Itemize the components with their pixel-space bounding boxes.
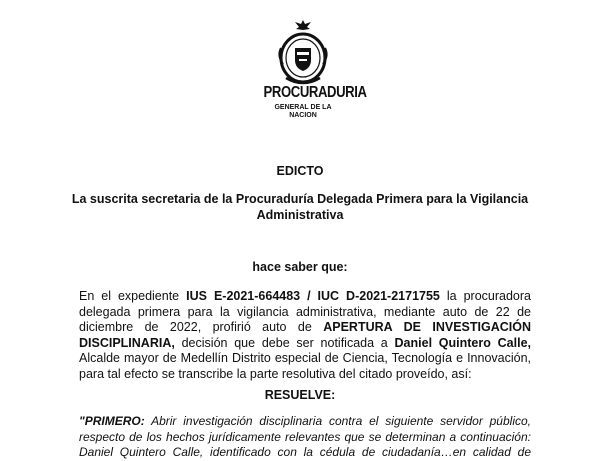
- paragraph-line-6: para tal efecto se transcribe la parte resolutiva del citado proveído, así:: [79, 366, 472, 381]
- decision-type-cont: DISCIPLINARIA,: [79, 335, 175, 350]
- body-paragraph: [79, 289, 531, 382]
- document-subtitle: [60, 191, 540, 223]
- subtitle-line-2: Administrativa: [256, 208, 344, 222]
- text: En el expediente: [79, 289, 180, 303]
- paragraph-line-3: [79, 320, 531, 336]
- resuelve-heading: RESUELVE:: [264, 388, 336, 402]
- hace-saber-heading: hace saber que:: [252, 260, 348, 274]
- document-title: EDICTO: [276, 164, 324, 178]
- subtitle-line-1: La suscrita secretaria de la Procuraduría Delegada Primera para la Vigilancia: [71, 192, 529, 206]
- organization-subtitle: GENERAL DE LA NACION: [274, 104, 332, 119]
- text: Abrir investigación disciplinaria contra el siguiente servidor público,: [151, 414, 531, 428]
- paragraph-line-2: delegada primera para la vigilancia administrativa, mediante auto de 22 de: [79, 304, 531, 319]
- text: la procuradora: [446, 289, 531, 303]
- quote-line-1: [79, 414, 531, 430]
- text: diciembre de 2022, profirió auto de: [79, 320, 312, 334]
- quote-line-2: respecto de los hechos jurídicamente relevantes que se determinan a continuación:: [79, 429, 531, 444]
- resolution-quote: [79, 414, 531, 461]
- quote-line-3: Daniel Quintero Calle, identificado con la cédula de ciudadanía…en calidad de: [79, 445, 531, 459]
- expediente-number: IUS E-2021-664483 / IUC D-2021-2171755: [186, 289, 440, 303]
- paragraph-line-1: [79, 289, 531, 305]
- paragraph-line-5: Alcalde mayor de Medellín Distrito especial de Ciencia, Tecnología e Innovación,: [79, 351, 531, 365]
- decision-type: APERTURA DE INVESTIGACIÓN: [323, 320, 531, 334]
- text: decisión que debe ser notificada a: [181, 335, 388, 350]
- paragraph-line-4: [79, 336, 531, 352]
- organization-name: PROCURADURIA: [263, 84, 367, 101]
- coat-of-arms-seal: [272, 18, 334, 90]
- primero-label: "PRIMERO:: [79, 414, 145, 428]
- notified-person: Daniel Quintero Calle,: [394, 335, 531, 350]
